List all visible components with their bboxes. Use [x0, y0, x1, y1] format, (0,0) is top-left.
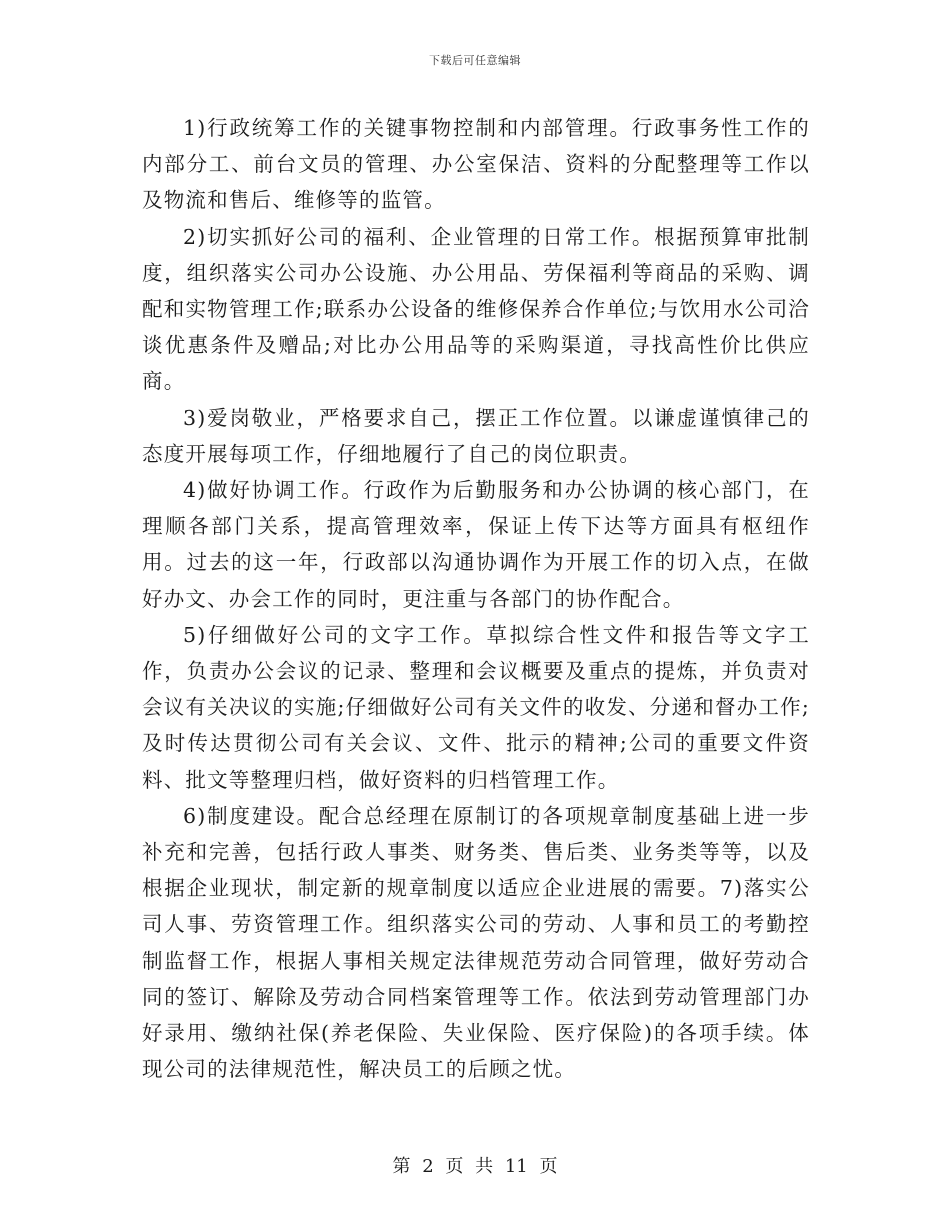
paragraph-2: 2)切实抓好公司的福利、企业管理的日常工作。根据预算审批制度，组织落实公司办公设施、办公用品、劳保福利等商品的采购、调配和实物管理工作;联系办公设备的维修保养合作单位;与饮用水公司洽谈优惠条件及赠品;对比办公用品等的采购渠道，寻找高性价比供应商。: [142, 224, 810, 394]
paragraph-3: 3)爱岗敬业，严格要求自己，摆正工作位置。以谦虚谨慎律己的态度开展每项工作，仔细地履行了自己的岗位职责。: [142, 405, 810, 466]
page-number-footer: 第 2 页 共 11 页: [392, 1156, 558, 1177]
paragraph-4: 4)做好协调工作。行政作为后勤服务和办公协调的核心部门，在理顺各部门关系，提高管理效率，保证上传下达等方面具有枢纽作用。过去的这一年，行政部以沟通协调作为开展工作的切入点，在做好办文、办会工作的同时，更注重与各部门的协作配合。: [142, 478, 810, 611]
document-body: [142, 110, 810, 1087]
paragraph-1: 1)行政统筹工作的关键事物控制和内部管理。行政事务性工作的内部分工、前台文员的管理、办公室保洁、资料的分配整理等工作以及物流和售后、维修等的监管。: [142, 116, 810, 213]
header-note: 下载后可任意编辑: [429, 54, 521, 67]
paragraph-6: 6)制度建设。配合总经理在原制订的各项规章制度基础上进一步补充和完善，包括行政人事类、财务类、售后类、业务类等等，以及根据企业现状，制定新的规章制度以适应企业进展的需要。7)落实公司人事、劳资管理工作。组织落实公司的劳动、人事和员工的考勤控制监督工作，根据人事相关规定法律规范劳动合同管理，做好劳动合同的签订、解除及劳动合同档案管理等工作。依法到劳动管理部门办好录用、缴纳社保(养老保险、失业保险、医疗保险)的各项手续。体现公司的法律规范性，解决员工的后顾之忧。: [142, 803, 810, 1082]
paragraph-5: 5)仔细做好公司的文字工作。草拟综合性文件和报告等文字工作，负责办公会议的记录、整理和会议概要及重点的提炼，并负责对会议有关决议的实施;仔细做好公司有关文件的收发、分递和督办工作;及时传达贯彻公司有关会议、文件、批示的精神;公司的重要文件资料、批文等整理归档，做好资料的归档管理工作。: [142, 622, 810, 792]
